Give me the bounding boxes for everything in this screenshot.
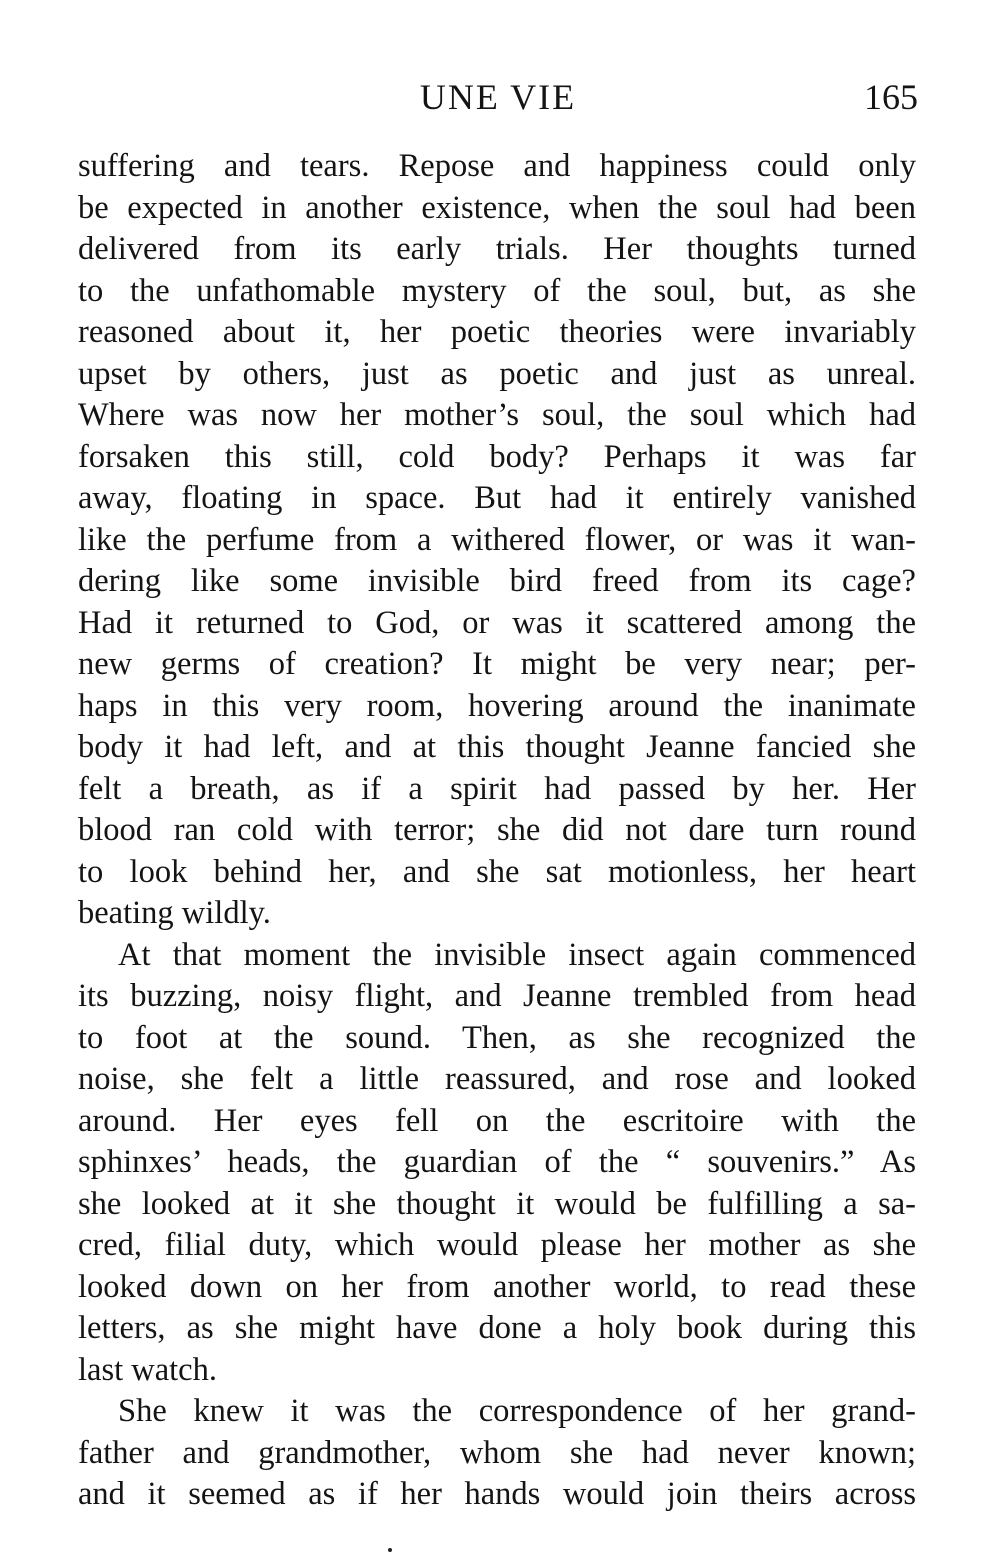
text-line: letters, as she might have done a holy book during this <box>78 1310 916 1346</box>
paragraph-2 <box>78 935 916 1392</box>
text-line: She knew it was the correspondence of her grand- <box>118 1393 916 1429</box>
text-line: felt a breath, as if a spirit had passed by her. Her <box>78 770 916 807</box>
text-line: its buzzing, noisy flight, and Jeanne trembled from head <box>78 978 916 1014</box>
text-line: Where was now her mother’s soul, the soul which had <box>78 397 916 433</box>
text-line: father and grandmother, whom she had never known; <box>78 1434 916 1471</box>
text-line: away, floating in space. But had it entirely vanished <box>78 480 916 516</box>
text-line: to look behind her, and she sat motionless, her heart <box>78 853 916 890</box>
text-line: like the perfume from a withered flower, or was it wan- <box>78 521 916 558</box>
text-line: reasoned about it, her poetic theories were invariably <box>78 314 916 350</box>
text-line: noise, she felt a little reassured, and rose and looked <box>78 1061 916 1097</box>
text-line: last watch. <box>78 1351 217 1388</box>
text-line: delivered from its early trials. Her thoughts turned <box>78 231 916 267</box>
text-line: looked down on her from another world, to read these <box>78 1268 916 1305</box>
paragraph-1 <box>78 146 916 935</box>
paragraph-3 <box>78 1391 916 1516</box>
text-line: haps in this very room, hovering around the inanimate <box>78 687 916 724</box>
text-line: beating wildly. <box>78 895 271 931</box>
text-line: to the unfathomable mystery of the soul, but, as she <box>78 272 916 309</box>
text-line: she looked at it she thought it would be fulfilling a sa- <box>78 1185 916 1222</box>
ink-speck <box>388 1548 392 1552</box>
text-line: upset by others, just as poetic and just as unreal. <box>78 355 916 392</box>
running-title: UNE VIE <box>419 77 577 117</box>
text-line: be expected in another existence, when the soul had been <box>78 189 916 226</box>
text-line: to foot at the sound. Then, as she recognized the <box>78 1019 916 1056</box>
text-line: body it had left, and at this thought Jeanne fancied she <box>78 729 916 765</box>
page-number: 165 <box>864 77 918 117</box>
text-line: around. Her eyes fell on the escritoire with the <box>78 1102 916 1139</box>
text-line: forsaken this still, cold body? Perhaps it was far <box>78 438 916 475</box>
text-line: sphinxes’ heads, the guardian of the “ souvenirs.” As <box>78 1144 916 1180</box>
text-line: blood ran cold with terror; she did not dare turn round <box>78 812 916 848</box>
text-line: cred, filial duty, which would please her mother as she <box>78 1227 916 1263</box>
text-line: and it seemed as if her hands would join theirs across <box>78 1476 916 1512</box>
text-line: suffering and tears. Repose and happiness could only <box>78 148 916 184</box>
text-line: new germs of creation? It might be very near; per- <box>78 646 916 682</box>
text-line: At that moment the invisible insect again commenced <box>118 936 916 973</box>
text-line: dering like some invisible bird freed from its cage? <box>78 563 916 599</box>
body-text <box>78 146 916 1516</box>
running-head <box>78 72 918 122</box>
text-line: Had it returned to God, or was it scattered among the <box>78 604 916 641</box>
